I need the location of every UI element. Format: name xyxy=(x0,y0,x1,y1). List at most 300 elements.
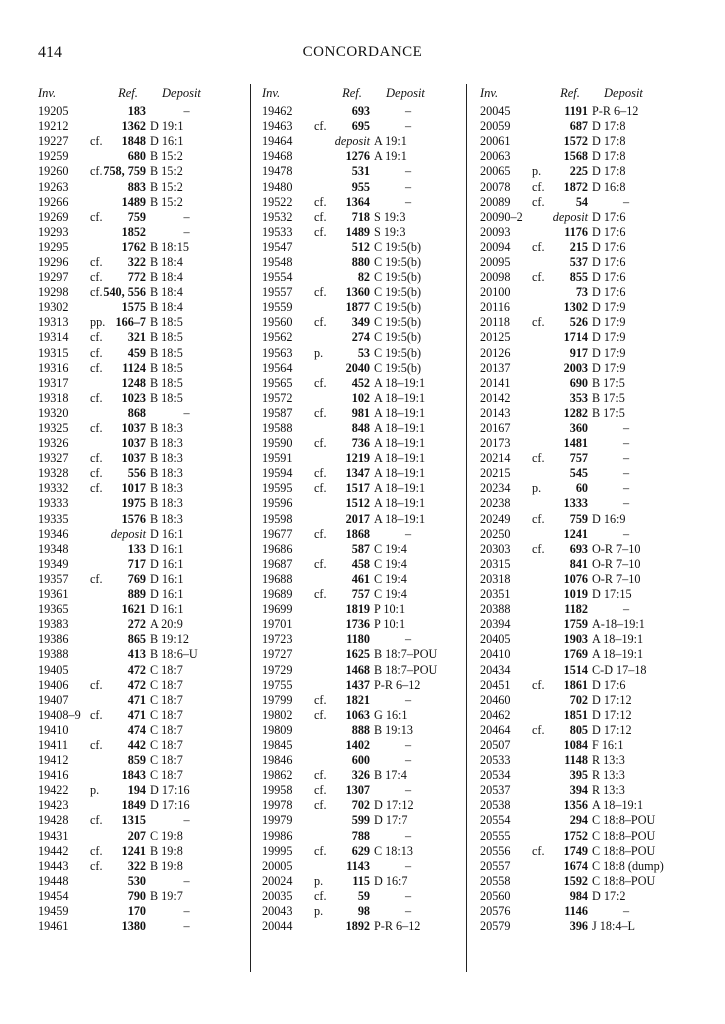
ref-number: 1037 xyxy=(121,436,146,451)
table-row xyxy=(480,572,680,587)
ref-number: 2040 xyxy=(345,360,370,375)
table-row xyxy=(262,421,462,436)
ref-prefix: cf. xyxy=(532,511,545,526)
inv-number: 19562 xyxy=(262,330,293,345)
ref-number: 1241 xyxy=(563,526,588,541)
deposit-value: C 19:5(b) xyxy=(374,300,422,315)
table-row xyxy=(38,708,243,723)
ref-cell xyxy=(532,889,592,904)
ref-number: 758, 759 xyxy=(103,164,146,179)
ref-number: 1362 xyxy=(121,119,146,134)
table-row xyxy=(480,134,680,149)
ref-cell xyxy=(314,436,374,451)
inv-number: 19958 xyxy=(262,783,293,798)
inv-number: 19729 xyxy=(262,662,293,677)
table-row xyxy=(262,300,462,315)
inv-number: 20095 xyxy=(480,254,511,269)
deposit-value: – xyxy=(622,436,630,451)
table-row xyxy=(480,451,680,466)
deposit-value: B 15:2 xyxy=(150,179,183,194)
table-row xyxy=(38,768,243,783)
inv-number: 20141 xyxy=(480,375,511,390)
ref-number: 59 xyxy=(357,888,370,903)
ref-number: 461 xyxy=(351,571,370,586)
table-row xyxy=(480,647,680,662)
ref-number: 1575 xyxy=(121,300,146,315)
inv-number: 20059 xyxy=(480,119,511,134)
ref-cell xyxy=(314,798,374,813)
ref-cell xyxy=(90,678,150,693)
ref-number: 1769 xyxy=(563,647,588,662)
deposit-value: B 17:4 xyxy=(374,768,407,783)
table-row xyxy=(262,119,462,134)
ref-number: 360 xyxy=(569,421,588,436)
ref-cell xyxy=(314,904,374,919)
ref-cell xyxy=(314,783,374,798)
inv-number: 20249 xyxy=(480,511,511,526)
ref-number: 757 xyxy=(569,451,588,466)
table-row xyxy=(480,693,680,708)
ref-cell xyxy=(90,391,150,406)
table-row xyxy=(262,376,462,391)
ref-number: 1084 xyxy=(563,737,588,752)
inv-number: 19428 xyxy=(38,813,69,828)
inv-number: 19677 xyxy=(262,526,293,541)
ref-number: 395 xyxy=(569,768,588,783)
table-row xyxy=(480,240,680,255)
table-row xyxy=(262,859,462,874)
ref-cell xyxy=(532,361,592,376)
ref-cell xyxy=(532,164,592,179)
ref-number: 1848 xyxy=(121,134,146,149)
deposit-value: B 18:3 xyxy=(150,496,183,511)
ref-number: deposit xyxy=(334,134,370,149)
ref-cell xyxy=(90,647,150,662)
inv-number: 19979 xyxy=(262,813,293,828)
ref-header: Ref. xyxy=(342,85,362,100)
deposit-value: – xyxy=(404,526,412,541)
deposit-value: B 18:5 xyxy=(150,315,183,330)
ref-number: 2017 xyxy=(345,511,370,526)
table-row xyxy=(480,119,680,134)
table-row xyxy=(262,889,462,904)
deposit-value: – xyxy=(404,904,412,919)
deposit-value: D 17:6 xyxy=(592,224,626,239)
table-row xyxy=(480,391,680,406)
ref-cell xyxy=(532,844,592,859)
deposit-value: – xyxy=(404,858,412,873)
table-row xyxy=(480,617,680,632)
ref-prefix: cf. xyxy=(90,164,103,179)
ref-prefix: cf. xyxy=(532,270,545,285)
ref-cell xyxy=(314,496,374,511)
ref-number: 1625 xyxy=(345,647,370,662)
inv-number: 19595 xyxy=(262,481,293,496)
table-row xyxy=(480,481,680,496)
ref-cell xyxy=(90,376,150,391)
table-row xyxy=(262,330,462,345)
deposit-value: D 17:2 xyxy=(592,888,626,903)
ref-cell xyxy=(90,512,150,527)
ref-prefix: cf. xyxy=(314,707,327,722)
inv-number: 20100 xyxy=(480,285,511,300)
table-row xyxy=(38,798,243,813)
inv-number: 19559 xyxy=(262,300,293,315)
deposit-value: D 17:8 xyxy=(592,149,626,164)
inv-number: 19212 xyxy=(38,119,69,134)
deposit-value: B 18:7–POU xyxy=(374,647,438,662)
ref-number: 170 xyxy=(127,904,146,919)
inv-number: 19986 xyxy=(262,828,293,843)
inv-number: 19423 xyxy=(38,798,69,813)
deposit-value: A 18–19:1 xyxy=(374,481,426,496)
table-row xyxy=(262,632,462,647)
deposit-value: B 17:5 xyxy=(592,375,625,390)
table-row xyxy=(480,602,680,617)
ref-prefix: cf. xyxy=(314,587,327,602)
inv-number: 19563 xyxy=(262,345,293,360)
inv-number: 19320 xyxy=(38,405,69,420)
ref-prefix: p. xyxy=(90,783,100,798)
deposit-value: C 18:7 xyxy=(150,768,183,783)
deposit-value: B 18:4 xyxy=(150,270,183,285)
page-number: 414 xyxy=(38,44,62,61)
inv-number: 19846 xyxy=(262,753,293,768)
ref-number: 183 xyxy=(127,104,146,119)
deposit-value: – xyxy=(183,873,190,888)
inv-header: Inv. xyxy=(262,85,281,100)
ref-cell xyxy=(314,738,374,753)
inv-number: 19263 xyxy=(38,179,69,194)
deposit-value: – xyxy=(404,737,412,752)
ref-number: 531 xyxy=(351,164,370,179)
ref-number: 693 xyxy=(569,541,588,556)
deposit-value: D 17:6 xyxy=(592,239,626,254)
ref-cell xyxy=(314,572,374,587)
ref-cell xyxy=(314,859,374,874)
ref-prefix: cf. xyxy=(314,285,327,300)
deposit-value: – xyxy=(404,164,412,179)
inv-number: 20534 xyxy=(480,768,511,783)
ref-cell xyxy=(90,180,150,195)
ref-cell xyxy=(90,617,150,632)
deposit-value: C 19:5(b) xyxy=(374,270,422,285)
inv-number: 20554 xyxy=(480,813,511,828)
ref-number: 1356 xyxy=(563,798,588,813)
ref-prefix: cf. xyxy=(90,345,103,360)
table-row xyxy=(38,874,243,889)
deposit-value: A 18–19:1 xyxy=(374,451,426,466)
table-row xyxy=(38,119,243,134)
table-row xyxy=(38,602,243,617)
table-row xyxy=(262,874,462,889)
table-row xyxy=(480,678,680,693)
table-row xyxy=(38,255,243,270)
table-row xyxy=(262,496,462,511)
inv-number: 20556 xyxy=(480,843,511,858)
table-row xyxy=(480,330,680,345)
ref-number: 702 xyxy=(569,692,588,707)
table-row xyxy=(38,919,243,934)
deposit-value: B 18:5 xyxy=(150,390,183,405)
table-row xyxy=(262,315,462,330)
inv-number: 20167 xyxy=(480,421,511,436)
inv-number: 20507 xyxy=(480,737,511,752)
ref-prefix: p. xyxy=(532,481,542,496)
inv-number: 19325 xyxy=(38,421,69,436)
ref-number: 1572 xyxy=(563,134,588,149)
ref-cell xyxy=(90,255,150,270)
deposit-value: A 18–19:1 xyxy=(374,436,426,451)
table-row xyxy=(262,738,462,753)
ref-cell xyxy=(90,451,150,466)
inv-number: 20462 xyxy=(480,707,511,722)
deposit-value: D 17:12 xyxy=(592,692,632,707)
deposit-value: – xyxy=(622,526,630,541)
ref-cell xyxy=(314,285,374,300)
ref-number: 1759 xyxy=(563,617,588,632)
deposit-value: A 20:9 xyxy=(150,617,183,632)
ref-cell xyxy=(532,346,592,361)
ref-number: 917 xyxy=(569,345,588,360)
ref-cell xyxy=(90,738,150,753)
table-row xyxy=(480,723,680,738)
ref-cell xyxy=(314,255,374,270)
column-header xyxy=(38,82,243,104)
ref-prefix: cf. xyxy=(90,466,103,481)
table-row xyxy=(262,617,462,632)
deposit-value: D 17:6 xyxy=(592,270,626,285)
deposit-value: A 18–19:1 xyxy=(374,390,426,405)
ref-number: 1489 xyxy=(345,224,370,239)
deposit-value: B 15:2 xyxy=(150,149,183,164)
ref-prefix: cf. xyxy=(90,858,103,873)
ref-cell xyxy=(90,104,150,119)
table-row xyxy=(480,859,680,874)
inv-number: 19594 xyxy=(262,466,293,481)
ref-number: 1143 xyxy=(346,858,370,873)
ref-cell xyxy=(532,617,592,632)
table-row xyxy=(262,104,462,119)
inv-number: 19598 xyxy=(262,511,293,526)
ref-number: 1576 xyxy=(121,511,146,526)
table-row xyxy=(38,346,243,361)
ref-cell xyxy=(314,466,374,481)
table-row xyxy=(262,768,462,783)
inv-number: 20250 xyxy=(480,526,511,541)
ref-number: 1347 xyxy=(345,466,370,481)
inv-number: 19422 xyxy=(38,783,69,798)
ref-number: 472 xyxy=(127,662,146,677)
concordance-column-1 xyxy=(38,82,243,934)
deposit-value: B 18:4 xyxy=(150,285,183,300)
ref-cell xyxy=(532,542,592,557)
inv-number: 20078 xyxy=(480,179,511,194)
ref-number: 984 xyxy=(569,888,588,903)
deposit-value: – xyxy=(183,904,190,919)
inv-number: 20044 xyxy=(262,919,293,934)
deposit-value: D 16:1 xyxy=(150,526,184,541)
deposit-value: A 18–19:1 xyxy=(592,647,644,662)
deposit-value: C 18:7 xyxy=(150,722,183,737)
inv-number: 19565 xyxy=(262,375,293,390)
inv-number: 19297 xyxy=(38,270,69,285)
ref-cell xyxy=(532,723,592,738)
table-row xyxy=(38,240,243,255)
ref-number: 458 xyxy=(351,556,370,571)
ref-number: 759 xyxy=(569,511,588,526)
inv-number: 19412 xyxy=(38,753,69,768)
ref-cell xyxy=(314,240,374,255)
table-row xyxy=(262,527,462,542)
ref-prefix: cf. xyxy=(90,451,103,466)
ref-number: 865 xyxy=(127,632,146,647)
ref-number: 1148 xyxy=(564,753,588,768)
deposit-value: – xyxy=(183,919,190,934)
table-row xyxy=(480,512,680,527)
deposit-value: C 19:5(b) xyxy=(374,360,422,375)
ref-number: 1821 xyxy=(345,692,370,707)
inv-number: 19560 xyxy=(262,315,293,330)
ref-number: 1191 xyxy=(564,104,588,119)
inv-number: 19701 xyxy=(262,617,293,632)
ref-cell xyxy=(314,753,374,768)
deposit-value: D 16:7 xyxy=(374,873,408,888)
ref-cell xyxy=(532,451,592,466)
deposit-value: C 18:8–POU xyxy=(592,873,656,888)
ref-cell xyxy=(314,330,374,345)
table-row xyxy=(480,255,680,270)
inv-number: 19314 xyxy=(38,330,69,345)
ref-cell xyxy=(532,104,592,119)
inv-number: 20089 xyxy=(480,194,511,209)
ref-prefix: p. xyxy=(314,873,324,888)
ref-cell xyxy=(90,889,150,904)
inv-number: 20143 xyxy=(480,405,511,420)
inv-number: 19333 xyxy=(38,496,69,511)
ref-number: 868 xyxy=(127,405,146,420)
ref-cell xyxy=(314,527,374,542)
ref-number: 855 xyxy=(569,270,588,285)
table-row xyxy=(262,919,462,934)
ref-number: 294 xyxy=(569,813,588,828)
ref-cell xyxy=(532,149,592,164)
ref-cell xyxy=(90,134,150,149)
ref-cell xyxy=(90,904,150,919)
inv-number: 19533 xyxy=(262,224,293,239)
deposit-value: C 18:8–POU xyxy=(592,843,656,858)
ref-cell xyxy=(532,119,592,134)
table-row xyxy=(262,391,462,406)
deposit-value: B 18:3 xyxy=(150,511,183,526)
ref-number: 60 xyxy=(575,481,588,496)
ref-number: 530 xyxy=(127,873,146,888)
ref-cell xyxy=(90,346,150,361)
column-header xyxy=(262,82,462,104)
ref-number: 1861 xyxy=(563,677,588,692)
deposit-value: – xyxy=(404,104,412,119)
deposit-value: – xyxy=(183,104,190,119)
inv-number: 19687 xyxy=(262,556,293,571)
ref-cell xyxy=(314,678,374,693)
inv-number: 20137 xyxy=(480,360,511,375)
table-row xyxy=(38,406,243,421)
ref-number: 1514 xyxy=(563,662,588,677)
ref-prefix: cf. xyxy=(532,239,545,254)
ref-number: 1437 xyxy=(345,677,370,692)
ref-number: 1481 xyxy=(563,436,588,451)
deposit-value: – xyxy=(183,405,190,420)
ref-prefix: cf. xyxy=(90,677,103,692)
ref-prefix: cf. xyxy=(90,270,103,285)
deposit-value: B 18:5 xyxy=(150,330,183,345)
ref-number: 1307 xyxy=(345,783,370,798)
table-row xyxy=(38,361,243,376)
ref-number: 1182 xyxy=(564,602,588,617)
table-row xyxy=(38,285,243,300)
table-row xyxy=(480,361,680,376)
ref-prefix: cf. xyxy=(314,466,327,481)
ref-number: 757 xyxy=(351,587,370,602)
ref-cell xyxy=(90,587,150,602)
deposit-value: O-R 7–10 xyxy=(592,556,641,571)
table-row xyxy=(480,889,680,904)
ref-number: 772 xyxy=(127,270,146,285)
inv-number: 20315 xyxy=(480,556,511,571)
deposit-value: – xyxy=(404,692,412,707)
deposit-value: B 18:3 xyxy=(150,481,183,496)
table-row xyxy=(480,753,680,768)
table-row xyxy=(262,647,462,662)
ref-number: 841 xyxy=(569,556,588,571)
deposit-value: B 18:3 xyxy=(150,466,183,481)
ref-cell xyxy=(532,225,592,240)
table-row xyxy=(480,270,680,285)
inv-number: 19587 xyxy=(262,405,293,420)
inv-number: 19335 xyxy=(38,511,69,526)
ref-number: 1037 xyxy=(121,421,146,436)
deposit-value: D 16:8 xyxy=(592,179,626,194)
ref-number: 73 xyxy=(575,285,588,300)
ref-number: 215 xyxy=(569,239,588,254)
ref-cell xyxy=(532,180,592,195)
deposit-value: O-R 7–10 xyxy=(592,571,641,586)
ref-number: 1333 xyxy=(563,496,588,511)
deposit-value: D 17:12 xyxy=(592,707,632,722)
inv-number: 20451 xyxy=(480,677,511,692)
ref-number: 1023 xyxy=(121,390,146,405)
inv-number: 19564 xyxy=(262,360,293,375)
deposit-value: C 18:7 xyxy=(150,677,183,692)
ref-number: 82 xyxy=(357,270,370,285)
deposit-value: D 17:9 xyxy=(592,345,626,360)
ref-number: 687 xyxy=(569,119,588,134)
ref-cell xyxy=(314,225,374,240)
ref-cell xyxy=(314,119,374,134)
page-title: CONCORDANCE xyxy=(302,44,423,60)
ref-number: 526 xyxy=(569,315,588,330)
inv-number: 19416 xyxy=(38,768,69,783)
ref-cell xyxy=(314,587,374,602)
inv-number: 19978 xyxy=(262,798,293,813)
inv-number: 19326 xyxy=(38,436,69,451)
inv-number: 20125 xyxy=(480,330,511,345)
table-row xyxy=(38,300,243,315)
table-row xyxy=(262,587,462,602)
column-divider xyxy=(466,84,467,972)
table-row xyxy=(38,195,243,210)
ref-cell xyxy=(532,647,592,662)
